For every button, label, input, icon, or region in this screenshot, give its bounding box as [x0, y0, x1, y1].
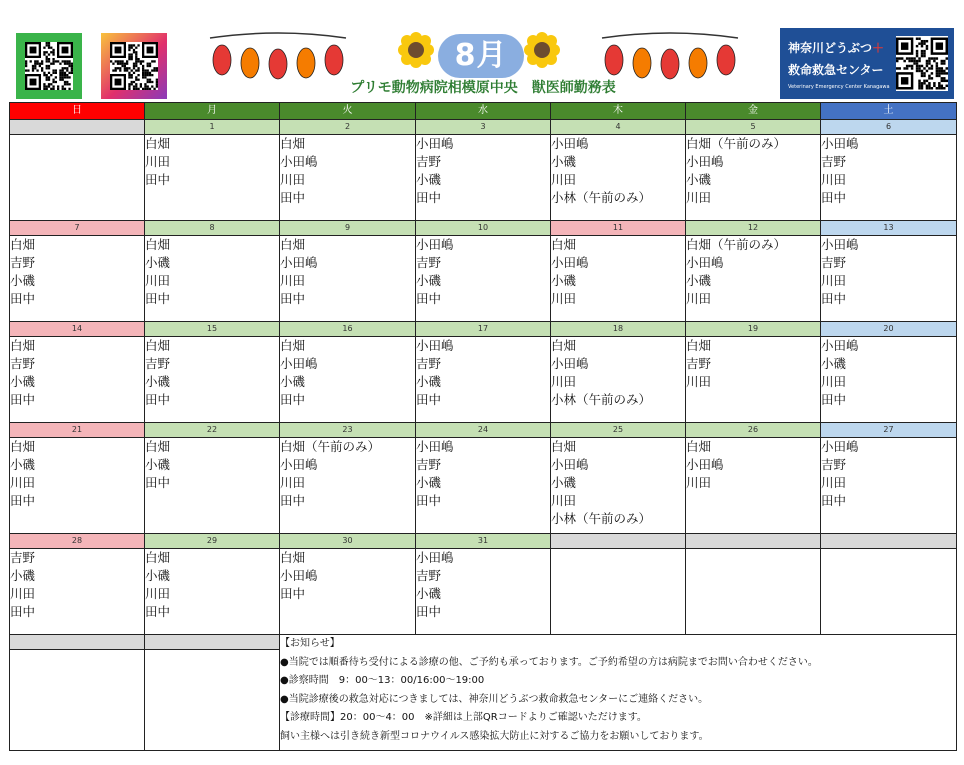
- date-row: [10, 322, 957, 337]
- date-row: [10, 423, 957, 438]
- center-name: 神奈川どうぶつ＋ 救命救急センター: [788, 41, 885, 77]
- staff-name: 白畑: [686, 439, 712, 454]
- staff-name: 小田嶋: [280, 356, 318, 371]
- staff-name: 川田: [551, 291, 577, 306]
- staff-cell: [821, 549, 957, 635]
- staff-name: 白畑（午前のみ）: [686, 136, 787, 151]
- staff-name: 小田嶋: [280, 568, 318, 583]
- staff-name: 小磯: [686, 273, 712, 288]
- staff-cell: [280, 337, 416, 423]
- date-cell: [821, 534, 957, 549]
- staff-name: 小田嶋: [821, 338, 859, 353]
- staff-cell: [821, 135, 957, 221]
- date-cell: 1: [145, 120, 280, 135]
- staff-name: 川田: [686, 475, 712, 490]
- empty-cell: [145, 650, 280, 751]
- weekday-header: 日: [10, 103, 145, 120]
- staff-name: 川田: [280, 273, 306, 288]
- date-cell: 9: [280, 221, 416, 236]
- staff-cell: [551, 135, 686, 221]
- date-cell: 25: [551, 423, 686, 438]
- staff-name: 川田: [551, 172, 577, 187]
- staff-name: 小磯: [416, 586, 442, 601]
- staff-name: 白畑: [280, 237, 306, 252]
- date-cell: 29: [145, 534, 280, 549]
- staff-name: 川田: [821, 273, 847, 288]
- staff-name: 小田嶋: [686, 255, 724, 270]
- staff-name: 川田: [686, 291, 712, 306]
- notice-line: ●診察時間 9：00～13：00/16:00～19:00: [280, 675, 485, 686]
- staff-name: 小磯: [416, 475, 442, 490]
- staff-cell: [821, 438, 957, 534]
- staff-name: 小田嶋: [686, 457, 724, 472]
- line-qr-code-icon[interactable]: [16, 33, 82, 99]
- staff-name: 小田嶋: [551, 457, 589, 472]
- staff-name: 小磯: [416, 172, 442, 187]
- staff-name: 吉野: [416, 255, 442, 270]
- staff-name: 田中: [821, 291, 847, 306]
- staff-name: 田中: [145, 172, 171, 187]
- staff-name: 小磯: [821, 356, 847, 371]
- staff-name: 小磯: [280, 374, 306, 389]
- staff-cell: [551, 337, 686, 423]
- staff-name: 田中: [10, 392, 36, 407]
- staff-name: 小田嶋: [280, 154, 318, 169]
- staff-name: 小磯: [145, 374, 171, 389]
- date-cell: 3: [416, 120, 551, 135]
- staff-name: 小磯: [551, 273, 577, 288]
- staff-row: [10, 135, 957, 221]
- staff-name: 田中: [280, 392, 306, 407]
- notice-heading: 【お知らせ】: [280, 638, 340, 649]
- staff-name: 小田嶋: [416, 136, 454, 151]
- staff-cell: [280, 135, 416, 221]
- staff-name: 白畑: [551, 338, 577, 353]
- staff-name: 田中: [416, 392, 442, 407]
- staff-name: 小磯: [551, 475, 577, 490]
- staff-name: 川田: [551, 493, 577, 508]
- weekday-header: 月: [145, 103, 280, 120]
- staff-name: 白畑（午前のみ）: [686, 237, 787, 252]
- center-qr-code-icon[interactable]: [896, 36, 948, 91]
- staff-name: 田中: [416, 190, 442, 205]
- date-cell: 26: [686, 423, 821, 438]
- staff-name: 吉野: [145, 356, 171, 371]
- date-cell: [10, 120, 145, 135]
- date-cell: 12: [686, 221, 821, 236]
- staff-name: 川田: [145, 273, 171, 288]
- staff-name: 小田嶋: [821, 136, 859, 151]
- date-cell: 14: [10, 322, 145, 337]
- date-cell: 10: [416, 221, 551, 236]
- staff-name: 白畑: [10, 338, 36, 353]
- date-cell: 18: [551, 322, 686, 337]
- staff-name: 吉野: [821, 255, 847, 270]
- duty-calendar: [9, 102, 957, 751]
- staff-name: 吉野: [416, 154, 442, 169]
- staff-name: 白畑: [145, 439, 171, 454]
- date-cell: 21: [10, 423, 145, 438]
- empty-cell: [10, 650, 145, 751]
- staff-name: 白畑: [551, 237, 577, 252]
- staff-name: 小磯: [416, 273, 442, 288]
- notice-line: 飼い主様へは引き続き新型コロナウイルス感染拡大防止に対するご協力をお願いしております。: [280, 730, 709, 742]
- staff-name: 白畑: [280, 136, 306, 151]
- red-cross-icon: ＋: [872, 41, 885, 55]
- staff-name: 川田: [821, 374, 847, 389]
- staff-name: 小田嶋: [686, 154, 724, 169]
- staff-name: 田中: [416, 493, 442, 508]
- staff-cell: [145, 549, 280, 635]
- staff-name: 白畑: [145, 136, 171, 151]
- staff-name: 川田: [145, 154, 171, 169]
- staff-name: 白畑: [145, 550, 171, 565]
- staff-cell: [280, 438, 416, 534]
- date-cell: 2: [280, 120, 416, 135]
- date-cell-empty: [10, 635, 145, 650]
- date-cell: 13: [821, 221, 957, 236]
- staff-name: 吉野: [821, 154, 847, 169]
- weekday-header: 木: [551, 103, 686, 120]
- staff-name: 白畑: [10, 439, 36, 454]
- date-cell: [686, 534, 821, 549]
- date-row: [10, 120, 957, 135]
- staff-cell: [686, 337, 821, 423]
- weekday-header: 火: [280, 103, 416, 120]
- staff-name: 川田: [821, 172, 847, 187]
- date-cell: 4: [551, 120, 686, 135]
- staff-name: 小田嶋: [821, 237, 859, 252]
- date-cell: 8: [145, 221, 280, 236]
- staff-row: [10, 438, 957, 534]
- date-row: [10, 221, 957, 236]
- staff-cell: [145, 236, 280, 322]
- staff-name: 吉野: [416, 568, 442, 583]
- staff-cell: [416, 549, 551, 635]
- staff-name: 小田嶋: [416, 550, 454, 565]
- staff-name: 白畑: [686, 338, 712, 353]
- staff-name: 田中: [416, 291, 442, 306]
- staff-name: 小田嶋: [551, 255, 589, 270]
- staff-cell: [145, 135, 280, 221]
- staff-name: 川田: [10, 586, 36, 601]
- staff-name: 白畑: [145, 338, 171, 353]
- staff-cell: [416, 337, 551, 423]
- staff-name: 小磯: [10, 374, 36, 389]
- staff-cell: [551, 236, 686, 322]
- notice-row: [10, 635, 957, 650]
- staff-cell: [551, 438, 686, 534]
- staff-name: 白畑: [145, 237, 171, 252]
- sunflower-icon: [396, 30, 436, 74]
- date-cell: 30: [280, 534, 416, 549]
- staff-name: 小田嶋: [821, 439, 859, 454]
- staff-name: 吉野: [416, 457, 442, 472]
- staff-row: [10, 337, 957, 423]
- staff-cell: [416, 135, 551, 221]
- staff-name: 小磯: [10, 568, 36, 583]
- notice-box: [280, 635, 957, 751]
- staff-name: 吉野: [10, 255, 36, 270]
- emergency-center-card[interactable]: [780, 28, 954, 99]
- staff-name: 小田嶋: [416, 439, 454, 454]
- staff-name: 田中: [280, 586, 306, 601]
- staff-name: 吉野: [416, 356, 442, 371]
- page-title: プリモ動物病院相模原中央 獣医師勤務表: [350, 80, 616, 96]
- staff-name: 吉野: [10, 550, 36, 565]
- date-cell: 20: [821, 322, 957, 337]
- staff-name: 小林（午前のみ）: [551, 511, 652, 526]
- staff-cell: [145, 337, 280, 423]
- staff-name: 川田: [686, 374, 712, 389]
- staff-name: 田中: [280, 190, 306, 205]
- date-cell-empty: [145, 635, 280, 650]
- staff-cell: [686, 549, 821, 635]
- staff-row: [10, 236, 957, 322]
- staff-name: 小磯: [416, 374, 442, 389]
- staff-cell: [416, 236, 551, 322]
- instagram-qr-code-icon[interactable]: [101, 33, 167, 99]
- staff-name: 吉野: [10, 356, 36, 371]
- staff-name: 小林（午前のみ）: [551, 190, 652, 205]
- staff-name: 白畑: [551, 439, 577, 454]
- staff-name: 田中: [10, 493, 36, 508]
- staff-name: 吉野: [686, 356, 712, 371]
- staff-name: 田中: [10, 604, 36, 619]
- weekday-header: 金: [686, 103, 821, 120]
- staff-name: 田中: [821, 392, 847, 407]
- staff-cell: [10, 135, 145, 221]
- staff-cell: [10, 337, 145, 423]
- staff-name: 小磯: [551, 154, 577, 169]
- date-cell: 28: [10, 534, 145, 549]
- date-cell: 22: [145, 423, 280, 438]
- staff-name: 小磯: [10, 273, 36, 288]
- staff-name: 川田: [821, 475, 847, 490]
- header: [0, 0, 964, 102]
- date-cell: 27: [821, 423, 957, 438]
- staff-name: 小磯: [145, 457, 171, 472]
- notice-line: 【診療時間】20：00～4：00 ※詳細は上部QRコードよりご確認いただけます。: [280, 712, 647, 723]
- staff-name: 田中: [280, 291, 306, 306]
- weekday-header: 土: [821, 103, 957, 120]
- staff-name: 小林（午前のみ）: [551, 392, 652, 407]
- staff-name: 田中: [145, 475, 171, 490]
- staff-name: 小田嶋: [280, 457, 318, 472]
- staff-name: 田中: [145, 392, 171, 407]
- staff-name: 川田: [145, 586, 171, 601]
- date-cell: 7: [10, 221, 145, 236]
- date-cell: 23: [280, 423, 416, 438]
- staff-name: 川田: [551, 374, 577, 389]
- staff-cell: [10, 438, 145, 534]
- lantern-string-left-icon: [208, 30, 348, 82]
- staff-name: 白畑: [10, 237, 36, 252]
- date-cell: 17: [416, 322, 551, 337]
- staff-cell: [10, 236, 145, 322]
- staff-name: 小磯: [686, 172, 712, 187]
- staff-cell: [821, 337, 957, 423]
- date-cell: 6: [821, 120, 957, 135]
- staff-name: 田中: [821, 493, 847, 508]
- staff-name: 田中: [280, 493, 306, 508]
- date-cell: 31: [416, 534, 551, 549]
- date-cell: 15: [145, 322, 280, 337]
- staff-name: 田中: [10, 291, 36, 306]
- staff-name: 田中: [821, 190, 847, 205]
- staff-name: 川田: [10, 475, 36, 490]
- month-badge: 8月: [438, 34, 524, 78]
- staff-name: 川田: [686, 190, 712, 205]
- staff-cell: [686, 438, 821, 534]
- date-cell: 11: [551, 221, 686, 236]
- date-cell: [551, 534, 686, 549]
- staff-cell: [280, 236, 416, 322]
- staff-name: 小磯: [145, 255, 171, 270]
- notice-line: ●当院診療後の救急対応につきましては、神奈川どうぶつ救命救急センターにご連絡ください。: [280, 693, 709, 705]
- staff-name: 白畑（午前のみ）: [280, 439, 381, 454]
- staff-cell: [10, 549, 145, 635]
- staff-name: 小田嶋: [280, 255, 318, 270]
- staff-cell: [145, 438, 280, 534]
- staff-name: 川田: [280, 172, 306, 187]
- staff-name: 白畑: [280, 338, 306, 353]
- staff-cell: [551, 549, 686, 635]
- notice-line: ●当院では順番待ち受付による診療の他、ご予約も承っております。ご予約希望の方は病院までお問い合わせください。: [280, 656, 818, 668]
- date-row: [10, 534, 957, 549]
- weekday-header-row: [10, 103, 957, 120]
- weekday-header: 水: [416, 103, 551, 120]
- staff-cell: [280, 549, 416, 635]
- sunflower-icon: [522, 30, 562, 74]
- staff-name: 吉野: [821, 457, 847, 472]
- date-cell: 5: [686, 120, 821, 135]
- staff-name: 川田: [280, 475, 306, 490]
- staff-name: 田中: [416, 604, 442, 619]
- center-subtitle: Veterinary Emergency Center Kanagawa: [788, 84, 890, 90]
- lantern-string-right-icon: [600, 30, 740, 82]
- date-cell: 19: [686, 322, 821, 337]
- staff-name: 小田嶋: [551, 136, 589, 151]
- staff-cell: [416, 438, 551, 534]
- staff-name: 白畑: [280, 550, 306, 565]
- date-cell: 24: [416, 423, 551, 438]
- staff-cell: [686, 135, 821, 221]
- staff-name: 田中: [145, 291, 171, 306]
- staff-row: [10, 549, 957, 635]
- staff-cell: [686, 236, 821, 322]
- staff-name: 小田嶋: [416, 237, 454, 252]
- staff-name: 田中: [145, 604, 171, 619]
- staff-name: 小磯: [10, 457, 36, 472]
- date-cell: 16: [280, 322, 416, 337]
- staff-name: 小田嶋: [416, 338, 454, 353]
- staff-name: 小田嶋: [551, 356, 589, 371]
- staff-name: 小磯: [145, 568, 171, 583]
- staff-cell: [821, 236, 957, 322]
